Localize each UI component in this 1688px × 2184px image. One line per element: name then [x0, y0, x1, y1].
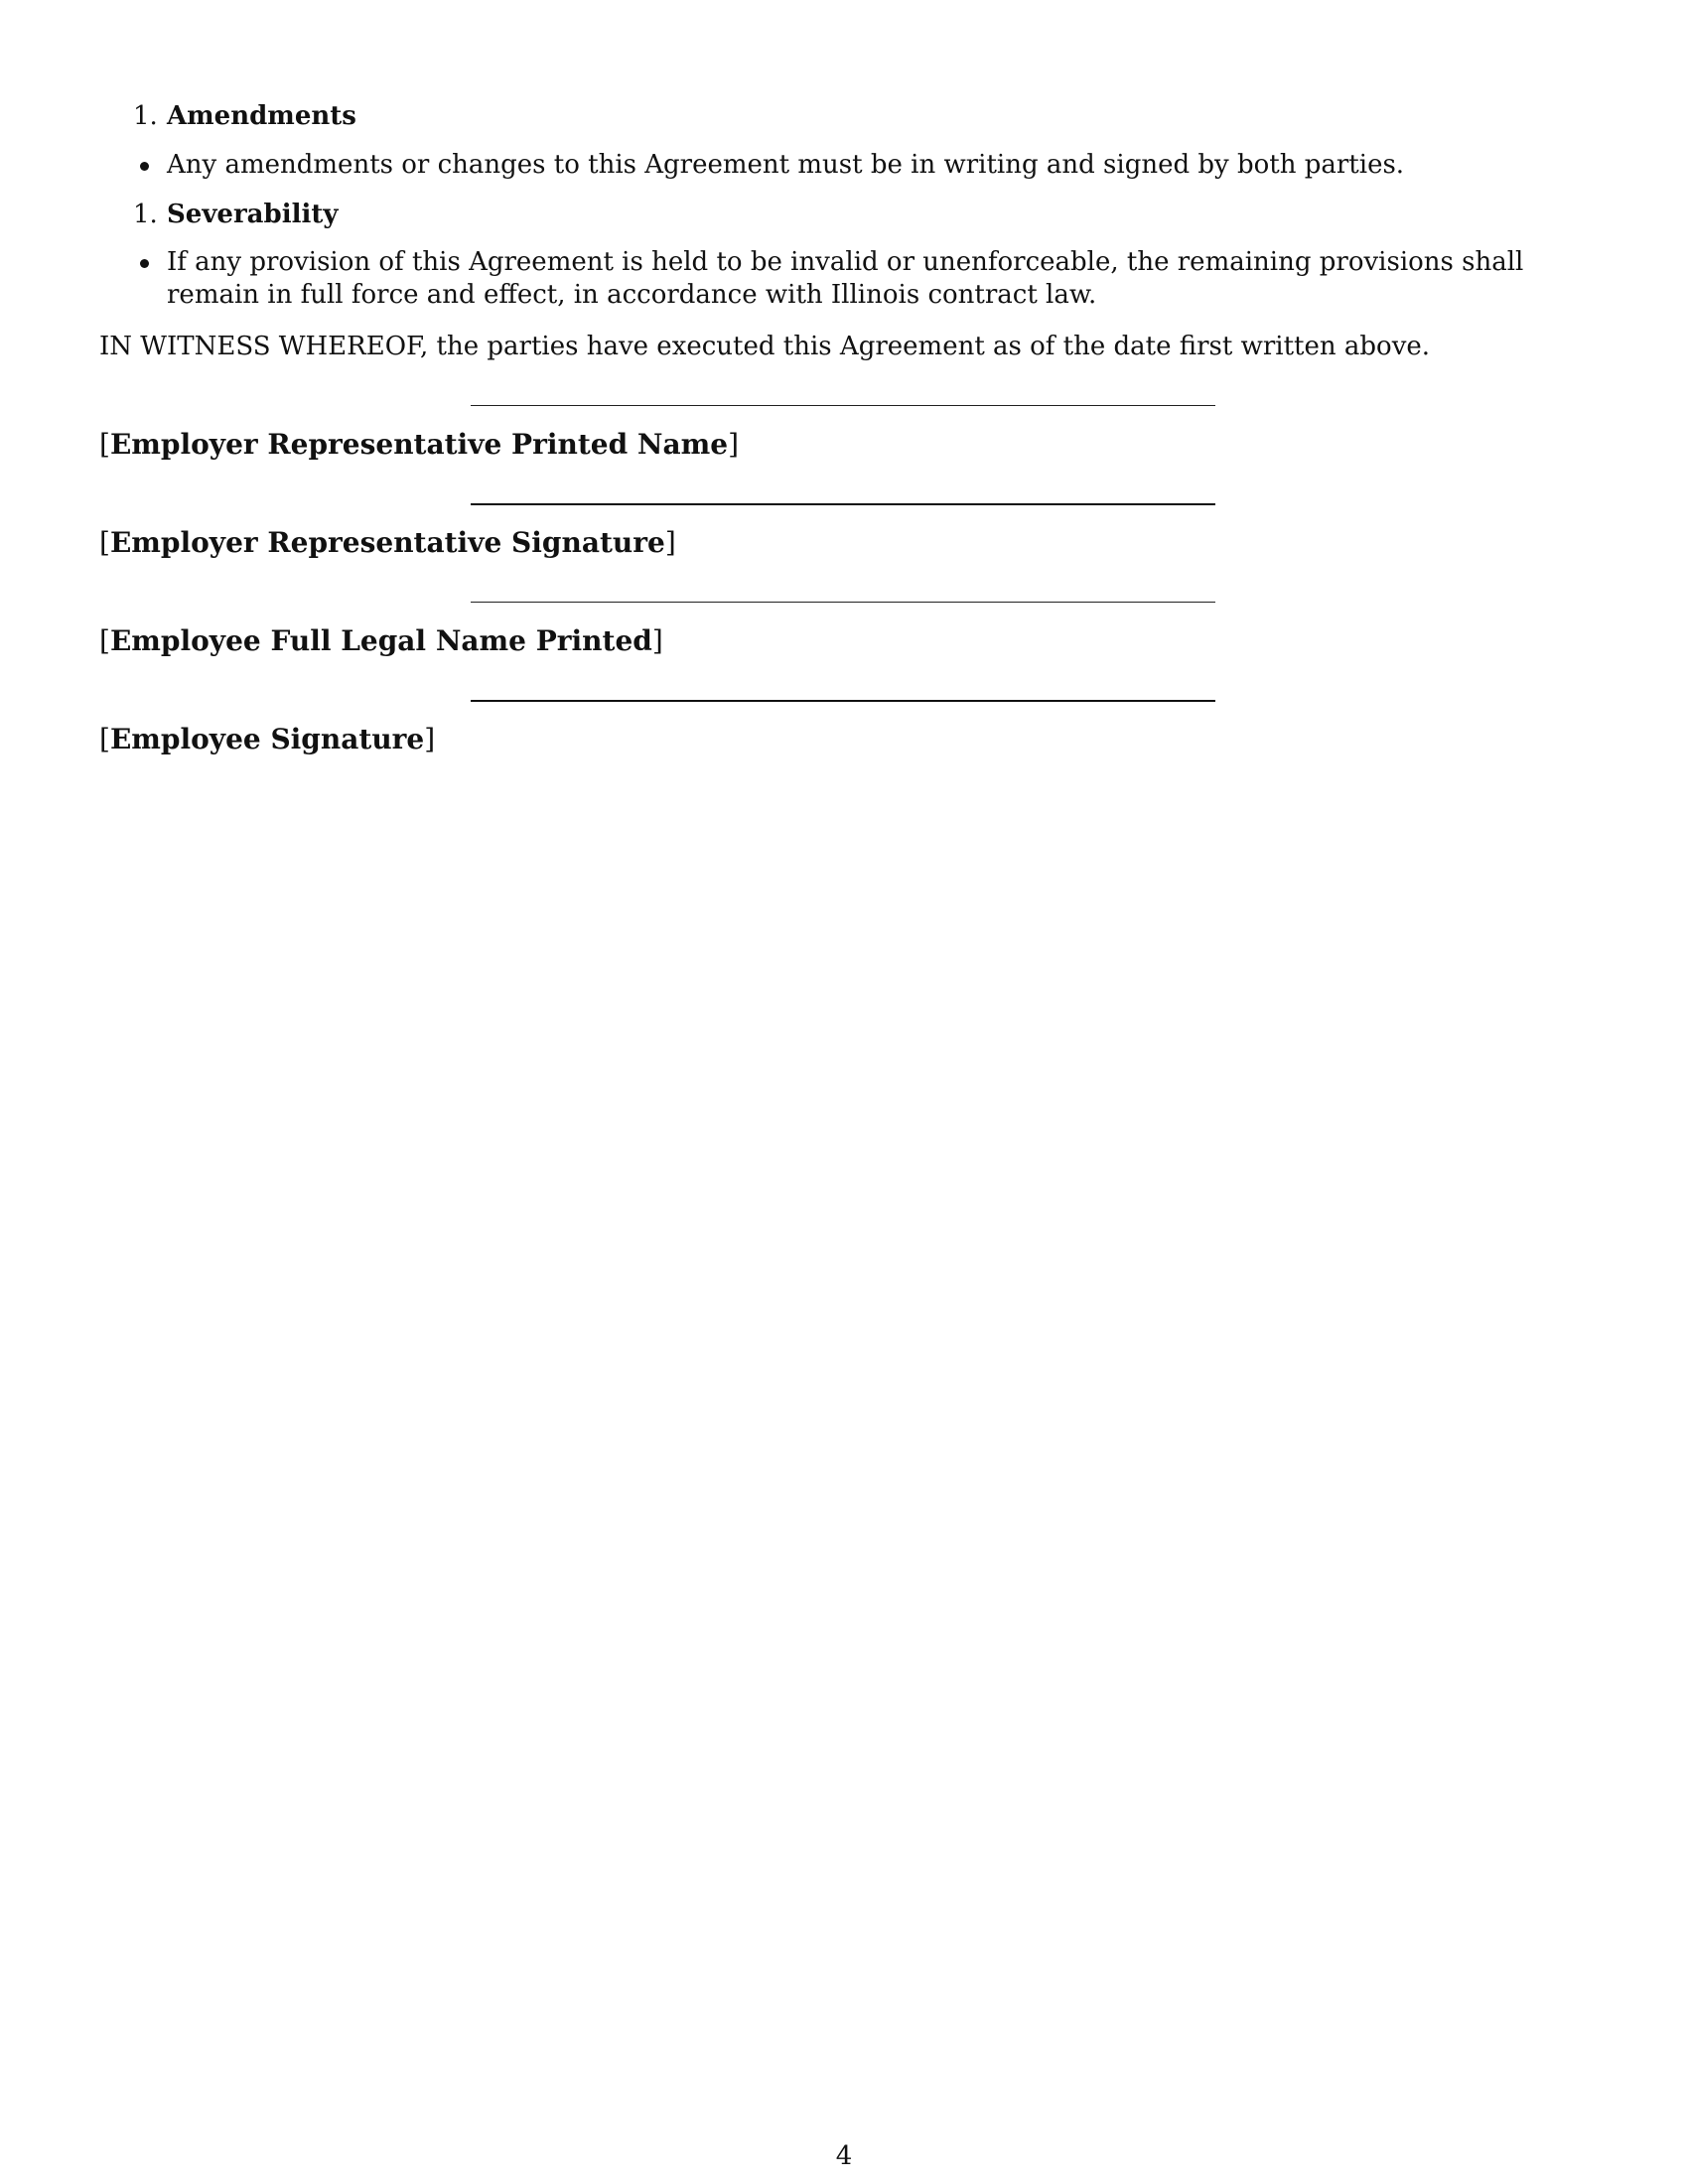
bullet-icon	[140, 259, 149, 268]
section-heading-amendments: Amendments	[167, 101, 356, 131]
amendments-text: Any amendments or changes to this Agreement must be in writing and signed by both parties.	[167, 150, 1405, 180]
signature-label-employer-signature: [Employer Representative Signature]	[99, 526, 676, 559]
signature-line	[471, 602, 1215, 603]
witness-statement: IN WITNESS WHEREOF, the parties have executed this Agreement as of the date first written above.	[99, 332, 1431, 361]
signature-label-employer-printed-name: [Employer Representative Printed Name]	[99, 428, 740, 461]
signature-label-employee-printed-name: [Employee Full Legal Name Printed]	[99, 624, 663, 657]
section-number: 1.	[133, 101, 158, 131]
signature-line	[471, 700, 1215, 702]
section-number: 1.	[133, 200, 158, 229]
signature-label-employee-signature: [Employee Signature]	[99, 723, 436, 755]
section-heading-severability: Severability	[167, 200, 339, 229]
bullet-icon	[140, 162, 149, 171]
signature-line	[471, 405, 1215, 406]
severability-text: If any provision of this Agreement is held to be invalid or unenforceable, the remaining provisions shall remain in full force and effect, in accordance with Illinois contract law.	[167, 247, 1524, 310]
signature-line	[471, 503, 1215, 505]
page-number: 4	[835, 2141, 853, 2171]
